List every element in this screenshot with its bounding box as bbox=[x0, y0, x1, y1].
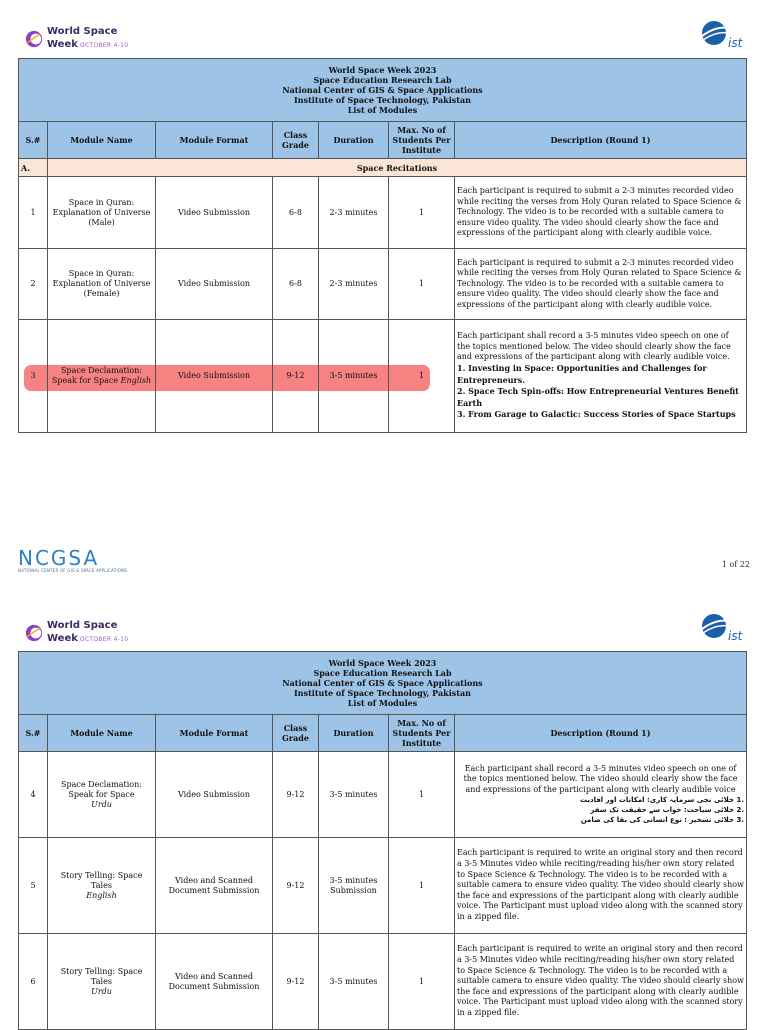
row-sno: 3 bbox=[19, 320, 48, 433]
topic-item: 3. From Garage to Galactic: Success Stories of Space Startups bbox=[457, 409, 736, 420]
topic-item: 1. Investing in Space: Opportunities and Challenges for Entrepreneurs. bbox=[457, 362, 707, 385]
logo-text-line2: Week bbox=[47, 633, 78, 644]
module-language: Urdu bbox=[91, 986, 112, 996]
row-module-name bbox=[48, 177, 156, 249]
row-description: Each participant is required to write an original story and then record a 3-5 Minutes video while reciting/reading his/her own story related to Space Science & Technology. The video is to be recorded with a suitable camera to ensure video quality. The video should clearly show the face and expressions of the participant along with clearly audible voice. The Participant must upload video along with the scanned story in a zipped file. bbox=[455, 838, 747, 934]
module-name-line: Explanation of Universe bbox=[52, 279, 151, 288]
table-title-block bbox=[19, 652, 747, 715]
page-number: 1 of 22 bbox=[721, 560, 750, 569]
document-page-2 bbox=[0, 595, 768, 1024]
title-line-2: Space Education Research Lab bbox=[313, 75, 452, 85]
ist-logo-icon bbox=[698, 20, 750, 50]
module-language: Urdu bbox=[91, 799, 112, 809]
row-grade: 9-12 bbox=[273, 320, 319, 433]
title-line-3: National Center of GIS & Space Applications bbox=[282, 85, 483, 95]
world-space-week-icon bbox=[25, 624, 43, 642]
title-line-5: List of Modules bbox=[347, 698, 418, 708]
row-module-name bbox=[48, 249, 156, 320]
table-row bbox=[19, 934, 747, 1030]
col-max-students: Max. No of Students Per Institute bbox=[389, 715, 455, 752]
row-format bbox=[156, 838, 273, 934]
row-grade: 9-12 bbox=[273, 752, 319, 838]
row-max: 1 bbox=[389, 838, 455, 934]
module-name-line: Explanation of Universe bbox=[52, 207, 151, 217]
logo-dates: OCTOBER 4-10 bbox=[79, 42, 129, 49]
row-description bbox=[455, 752, 747, 838]
module-name-line: Tales bbox=[91, 880, 112, 890]
table-row bbox=[19, 752, 747, 838]
module-name-line: Space in Quran: bbox=[68, 269, 135, 278]
row-grade: 9-12 bbox=[273, 934, 319, 1030]
module-name-line: Space in Quran: bbox=[68, 197, 135, 207]
row-description bbox=[455, 320, 747, 433]
col-class-grade: Class Grade bbox=[273, 122, 319, 159]
logo-text-line2: Week bbox=[47, 39, 78, 50]
row-duration: 3-5 minutes bbox=[319, 752, 389, 838]
svg-text:ist: ist bbox=[728, 629, 743, 643]
world-space-week-icon bbox=[25, 30, 43, 48]
topic-item-urdu: .3 خلائی تسخیر : نوع انسانی کی بقا کی ضامن bbox=[580, 816, 745, 825]
row-description: Each participant is required to submit a 2-3 minutes recorded video while reciting the verses from Holy Quran related to Space Science & Technology. The video is to be recorded with a suitable camera to ensure video quality. The video should clearly show the face and expressions of the participant along with clearly audible voice. bbox=[455, 249, 747, 320]
col-description: Description (Round 1) bbox=[455, 122, 747, 159]
col-sno: S.# bbox=[19, 122, 48, 159]
duration-line: 3-5 minutes bbox=[329, 875, 378, 885]
modules-table-page2 bbox=[18, 651, 747, 1030]
ncgsa-logo bbox=[18, 546, 127, 573]
ncgsa-logo-subtitle: NATIONAL CENTER OF GIS & SPACE APPLICATIONS bbox=[18, 568, 127, 573]
row-module-name bbox=[48, 752, 156, 838]
column-header-row bbox=[19, 122, 747, 159]
row-duration: 3-5 minutes bbox=[319, 934, 389, 1030]
module-name-line: (Female) bbox=[83, 289, 120, 298]
row-max: 1 bbox=[389, 320, 455, 433]
module-name-line: Story Telling: Space bbox=[60, 966, 143, 976]
title-line-4: Institute of Space Technology, Pakistan bbox=[294, 95, 471, 105]
col-sno: S.# bbox=[19, 715, 48, 752]
logo-text-line1: World Space bbox=[47, 26, 118, 37]
row-format bbox=[156, 934, 273, 1030]
table-title-block bbox=[19, 59, 747, 122]
title-line-2: Space Education Research Lab bbox=[313, 668, 452, 678]
row-max: 1 bbox=[389, 752, 455, 838]
module-name-line: Space Declamation: bbox=[61, 366, 142, 375]
module-name-line: Story Telling: Space bbox=[60, 870, 143, 880]
row-sno: 4 bbox=[19, 752, 48, 838]
module-name-line: Space Declamation: bbox=[61, 779, 142, 789]
column-header-row bbox=[19, 715, 747, 752]
section-code: A. bbox=[19, 159, 48, 177]
row-sno: 5 bbox=[19, 838, 48, 934]
title-line-4: Institute of Space Technology, Pakistan bbox=[294, 688, 471, 698]
row-format: Video Submission bbox=[156, 249, 273, 320]
world-space-week-logo bbox=[25, 27, 128, 51]
format-line: Document Submission bbox=[168, 981, 260, 991]
row-duration bbox=[319, 838, 389, 934]
section-title: Space Recitations bbox=[48, 159, 747, 177]
row-sno: 1 bbox=[19, 177, 48, 249]
row-duration: 2-3 minutes bbox=[319, 249, 389, 320]
world-space-week-logo bbox=[25, 621, 128, 645]
row-max: 1 bbox=[389, 249, 455, 320]
logo-dates: OCTOBER 4-10 bbox=[79, 636, 129, 643]
row-format: Video Submission bbox=[156, 177, 273, 249]
description-intro: Each participant shall record a 3-5 minutes video speech on one of the topics mentioned below. The video should clearly show the face and expressions of the participant along with clearly audible voice. bbox=[457, 331, 731, 362]
module-name-line: Speak for Space bbox=[68, 789, 135, 799]
col-duration: Duration bbox=[319, 715, 389, 752]
ist-logo-icon bbox=[698, 613, 750, 643]
row-grade: 6-8 bbox=[273, 177, 319, 249]
col-module-format: Module Format bbox=[156, 122, 273, 159]
title-line-1: World Space Week 2023 bbox=[328, 65, 437, 75]
module-language: English bbox=[120, 376, 152, 385]
col-duration: Duration bbox=[319, 122, 389, 159]
col-class-grade: Class Grade bbox=[273, 715, 319, 752]
row-grade: 9-12 bbox=[273, 838, 319, 934]
row-format: Video Submission bbox=[156, 320, 273, 433]
description-intro: Each participant shall record a 3-5 minutes video speech on one of the topics mentioned below. The video should clearly show the face and expressions of the participant along with clearly audible voice bbox=[463, 763, 738, 794]
row-module-name bbox=[48, 320, 156, 433]
logo-text-line1: World Space bbox=[47, 620, 118, 631]
topic-item-urdu: .2 خلائی سیاحت: خواب سے حقیقت تک سفر bbox=[590, 806, 745, 815]
module-name-line: Tales bbox=[91, 976, 112, 986]
row-module-name bbox=[48, 934, 156, 1030]
duration-line: Submission bbox=[330, 885, 377, 895]
title-line-3: National Center of GIS & Space Applications bbox=[282, 678, 483, 688]
module-language: English bbox=[86, 890, 117, 900]
topic-item-urdu: .1 خلائی نجی سرمایہ کاری: امکانات اور افادیت bbox=[579, 796, 745, 805]
row-module-name bbox=[48, 838, 156, 934]
row-max: 1 bbox=[389, 177, 455, 249]
table-row bbox=[19, 177, 747, 249]
row-grade: 6-8 bbox=[273, 249, 319, 320]
format-line: Video and Scanned bbox=[175, 971, 253, 981]
col-description: Description (Round 1) bbox=[455, 715, 747, 752]
row-sno: 6 bbox=[19, 934, 48, 1030]
topic-item: 2. Space Tech Spin-offs: How Entrepreneurial Ventures Benefit Earth bbox=[457, 386, 739, 408]
modules-table-page1 bbox=[18, 58, 747, 433]
table-row bbox=[19, 320, 747, 433]
col-module-format: Module Format bbox=[156, 715, 273, 752]
table-row bbox=[19, 838, 747, 934]
svg-text:ist: ist bbox=[728, 36, 743, 50]
row-format: Video Submission bbox=[156, 752, 273, 838]
col-module-name: Module Name bbox=[48, 122, 156, 159]
module-name-line: (Male) bbox=[88, 217, 115, 227]
title-line-5: List of Modules bbox=[347, 105, 418, 115]
table-row bbox=[19, 249, 747, 320]
module-name-line: Speak for Space bbox=[51, 376, 119, 385]
row-duration: 2-3 minutes bbox=[319, 177, 389, 249]
row-description: Each participant is required to write an original story and then record a 3-5 Minutes video while reciting/reading his/her own story related to Space Science & Technology. The video is to be recorded with a suitable camera to ensure video quality. The video should clearly show the face and expressions of the participant along with clearly audible voice. The Participant must upload video along with the scanned story in a zipped file. bbox=[455, 934, 747, 1030]
section-row-a bbox=[19, 159, 747, 177]
ncgsa-logo-text: NCGSA bbox=[18, 546, 100, 570]
format-line: Document Submission bbox=[168, 885, 260, 895]
row-description: Each participant is required to submit a 2-3 minutes recorded video while reciting the verses from Holy Quran related to Space Science & Technology. The video is to be recorded with a suitable camera to ensure video quality. The video should clearly show the face and expressions of the participant along with clearly audible voice. bbox=[455, 177, 747, 249]
title-line-1: World Space Week 2023 bbox=[328, 658, 437, 668]
format-line: Video and Scanned bbox=[175, 875, 253, 885]
col-module-name: Module Name bbox=[48, 715, 156, 752]
col-max-students: Max. No of Students Per Institute bbox=[389, 122, 455, 159]
row-max: 1 bbox=[389, 934, 455, 1030]
row-duration: 3-5 minutes bbox=[319, 320, 389, 433]
row-sno: 2 bbox=[19, 249, 48, 320]
